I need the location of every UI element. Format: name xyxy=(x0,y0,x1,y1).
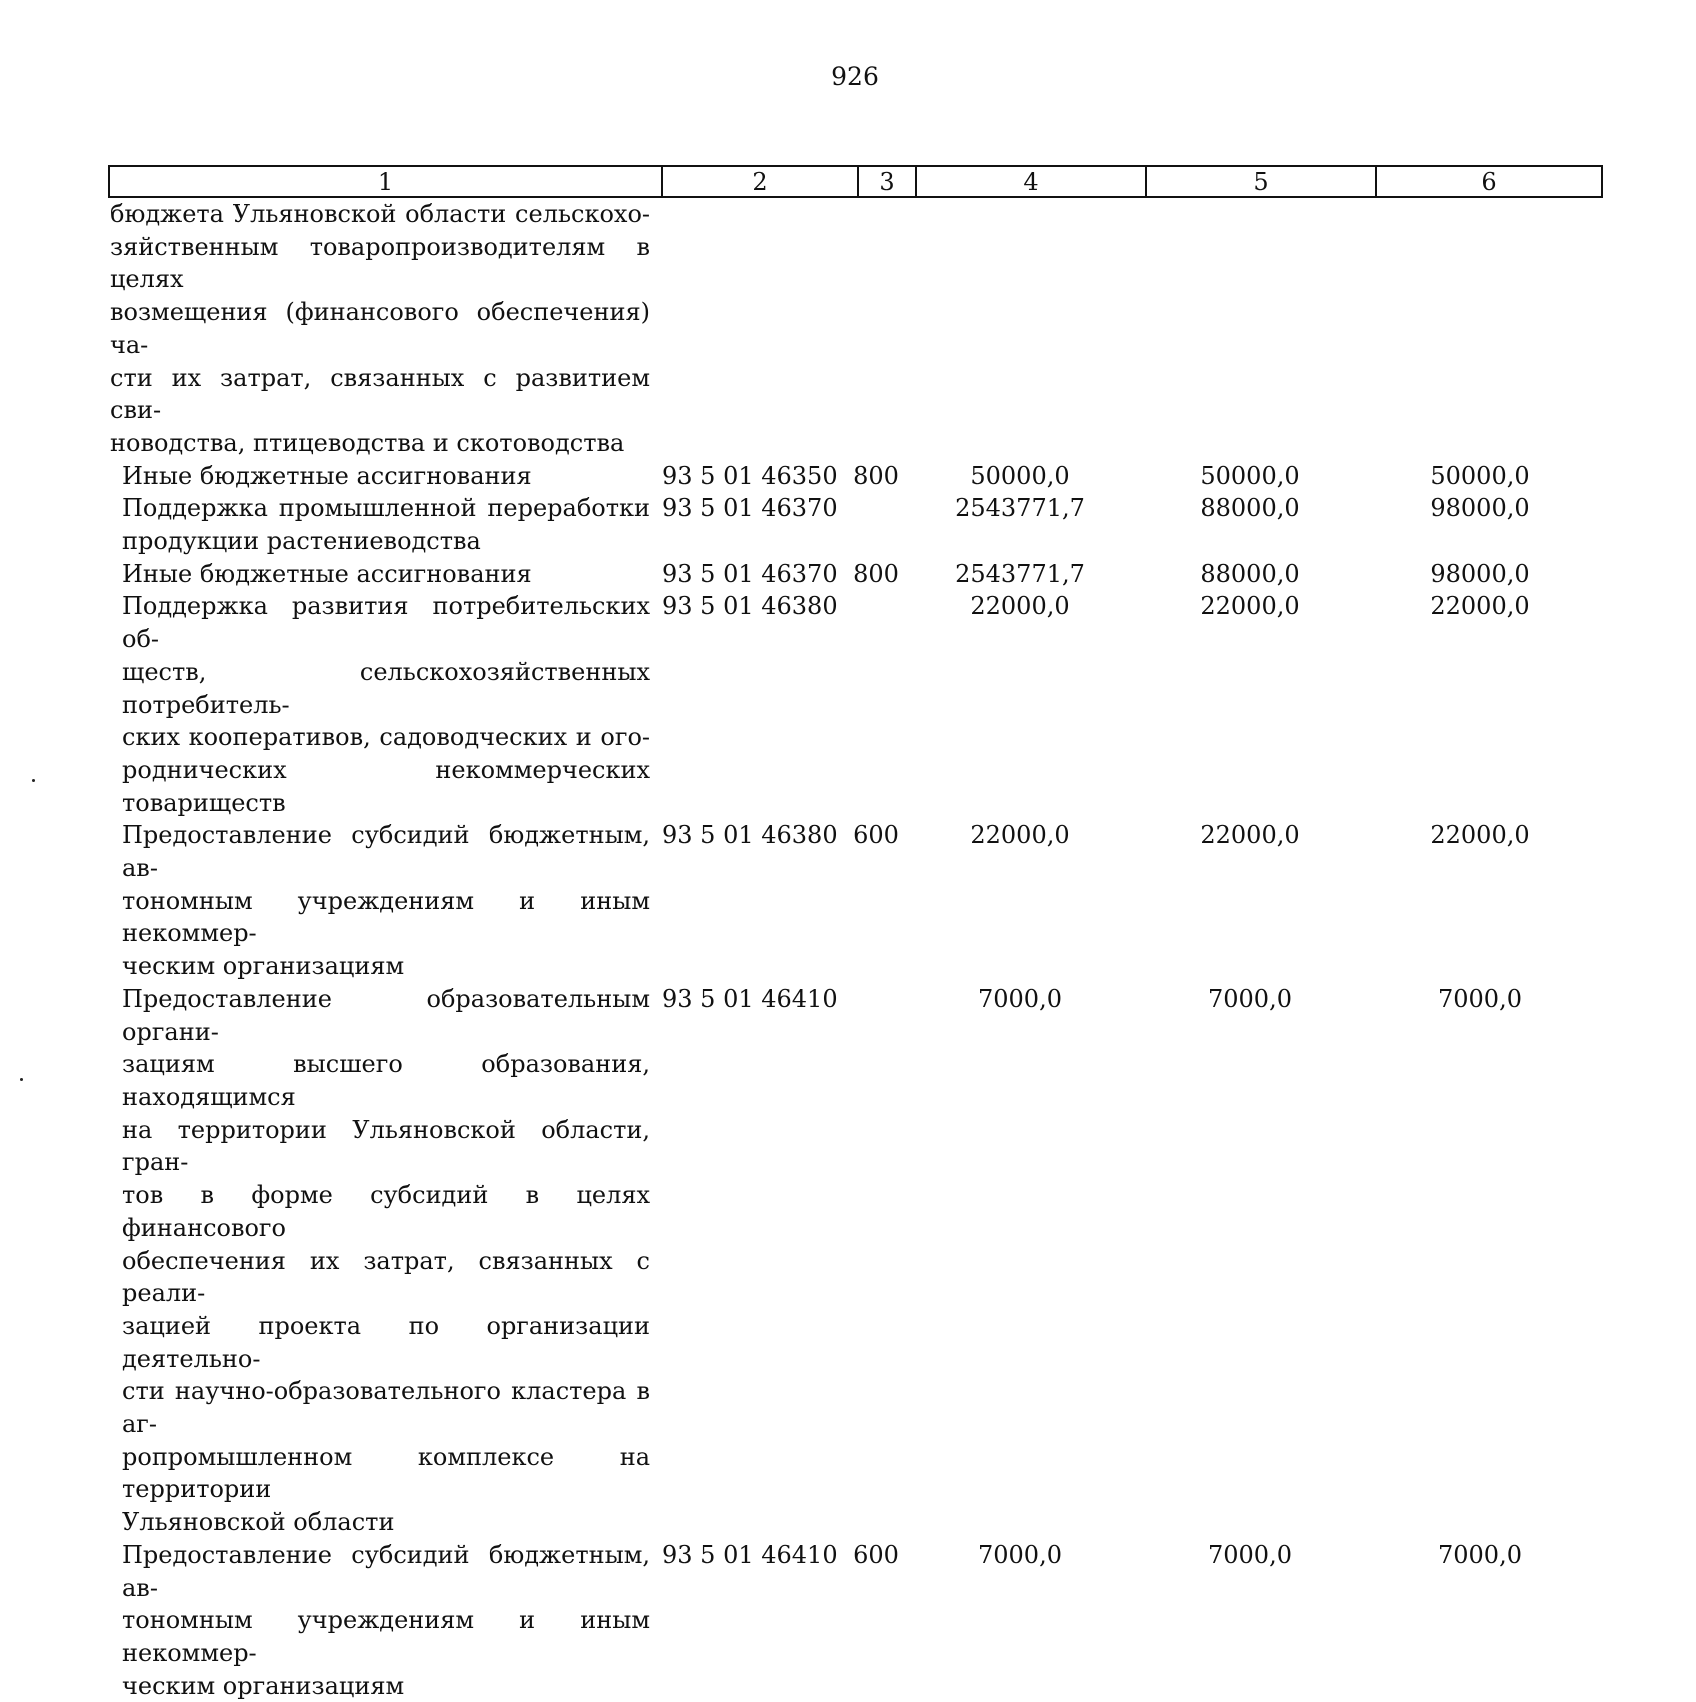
row-description xyxy=(108,983,650,1539)
row-description xyxy=(108,1539,650,1702)
description-line: Предоставление субсидий бюджетным, ав- xyxy=(122,821,650,883)
description-line: сти научно-образовательного кластера в аг- xyxy=(122,1377,650,1439)
description-line: на территории Ульяновской области, гран- xyxy=(122,1115,650,1177)
row-value-5: 22000,0 xyxy=(1200,821,1300,850)
row-type xyxy=(847,590,905,819)
row-value-6: 50000,0 xyxy=(1430,461,1530,490)
description-line: зациям высшего образования, находящимся xyxy=(122,1050,650,1111)
row-type: 600 xyxy=(853,821,899,850)
scan-speck xyxy=(32,779,35,782)
description-line: ществ, сельскохозяйственных потребитель- xyxy=(122,657,650,719)
row-value-4: 22000,0 xyxy=(970,821,1070,850)
description-line: тов в форме субсидий в целях финансового xyxy=(122,1181,650,1242)
description-line: ческим организациям xyxy=(122,1671,405,1700)
row-type: 800 xyxy=(853,461,899,490)
row-code: 93 5 01 46410 xyxy=(662,984,838,1013)
row-code: 93 5 01 46370 xyxy=(662,494,838,523)
description-line: ческим организациям xyxy=(122,952,405,981)
row-value-4: 7000,0 xyxy=(978,984,1062,1013)
description-line: продукции растениеводства xyxy=(122,527,481,556)
row-code: 93 5 01 46410 xyxy=(662,1540,838,1569)
row-code: 93 5 01 46380 xyxy=(662,821,838,850)
header-col-3: 3 xyxy=(859,167,917,196)
row-code xyxy=(650,198,847,460)
row-value-5: 50000,0 xyxy=(1200,461,1300,490)
row-value-6: 98000,0 xyxy=(1430,559,1530,588)
row-type xyxy=(847,983,905,1539)
description-line: Иные бюджетные ассигнования xyxy=(122,559,532,588)
row-type xyxy=(847,492,905,557)
row-value-6: 7000,0 xyxy=(1438,984,1522,1013)
description-line: тономным учреждениям и иным некоммер- xyxy=(122,886,650,948)
table-body xyxy=(108,198,1603,1702)
table-header xyxy=(108,165,1603,198)
row-code: 93 5 01 46350 xyxy=(662,461,838,490)
row-description xyxy=(108,492,650,557)
table-row xyxy=(108,460,1603,493)
description-line: зацией проекта по организации деятельно- xyxy=(122,1311,650,1373)
row-description xyxy=(108,819,650,983)
description-line: зяйственным товаропроизводителям в целях xyxy=(110,232,650,294)
row-value-4: 2543771,7 xyxy=(955,494,1085,523)
row-value-4: 2543771,7 xyxy=(955,559,1085,588)
row-value-4: 50000,0 xyxy=(970,461,1070,490)
row-value-5: 88000,0 xyxy=(1200,494,1300,523)
header-col-2: 2 xyxy=(663,167,859,196)
header-col-4: 4 xyxy=(917,167,1147,196)
description-line: возмещения (финансового обеспечения) ча- xyxy=(110,298,650,359)
header-col-5: 5 xyxy=(1147,167,1377,196)
row-description xyxy=(108,198,650,460)
description-line: Поддержка промышленной переработки xyxy=(122,494,650,523)
description-line: ропромышленном комплексе на территории xyxy=(122,1442,650,1504)
description-line: Предоставление образовательным органи- xyxy=(122,984,650,1046)
description-line: бюджета Ульяновской области сельскохо- xyxy=(110,200,650,228)
row-value-6: 22000,0 xyxy=(1430,821,1530,850)
row-code: 93 5 01 46380 xyxy=(662,592,838,621)
row-type: 800 xyxy=(853,559,899,588)
description-line: Предоставление субсидий бюджетным, ав- xyxy=(122,1540,650,1602)
table-row xyxy=(108,819,1603,983)
header-col-1: 1 xyxy=(110,167,663,196)
row-value-6 xyxy=(1365,198,1595,460)
row-value-4: 22000,0 xyxy=(970,592,1070,621)
row-description xyxy=(108,558,650,591)
table-row xyxy=(108,558,1603,591)
row-value-5: 7000,0 xyxy=(1208,984,1292,1013)
row-value-5 xyxy=(1135,198,1365,460)
description-line: Поддержка развития потребительских об- xyxy=(122,592,650,654)
row-code: 93 5 01 46370 xyxy=(662,559,838,588)
row-value-5: 7000,0 xyxy=(1208,1540,1292,1569)
row-value-4: 7000,0 xyxy=(978,1540,1062,1569)
table-row xyxy=(108,983,1603,1539)
description-line: роднических некоммерческих товариществ xyxy=(122,755,650,817)
description-line: тономным учреждениям и иным некоммер- xyxy=(122,1606,650,1667)
row-value-6: 98000,0 xyxy=(1430,494,1530,523)
description-line: Ульяновской области xyxy=(122,1508,395,1537)
page-number: 926 xyxy=(831,62,879,91)
scan-speck xyxy=(20,1078,23,1081)
table-row xyxy=(108,198,1603,460)
row-type: 600 xyxy=(853,1540,899,1569)
description-line: сти их затрат, связанных с развитием сви- xyxy=(110,363,650,425)
row-description xyxy=(108,590,650,819)
description-line: обеспечения их затрат, связанных с реали- xyxy=(122,1246,650,1308)
row-value-6: 22000,0 xyxy=(1430,592,1530,621)
row-value-6: 7000,0 xyxy=(1438,1540,1522,1569)
table-row xyxy=(108,590,1603,819)
row-type xyxy=(847,198,905,460)
description-line: Иные бюджетные ассигнования xyxy=(122,461,532,490)
row-value-4 xyxy=(905,198,1135,460)
row-description xyxy=(108,460,650,493)
row-value-5: 88000,0 xyxy=(1200,559,1300,588)
description-line: новодства, птицеводства и скотоводства xyxy=(110,428,625,457)
row-value-5: 22000,0 xyxy=(1200,592,1300,621)
budget-table xyxy=(108,165,1603,1702)
description-line: ских кооперативов, садоводческих и ого- xyxy=(122,723,650,752)
table-row xyxy=(108,492,1603,557)
table-row xyxy=(108,1539,1603,1702)
header-col-6: 6 xyxy=(1481,168,1497,196)
